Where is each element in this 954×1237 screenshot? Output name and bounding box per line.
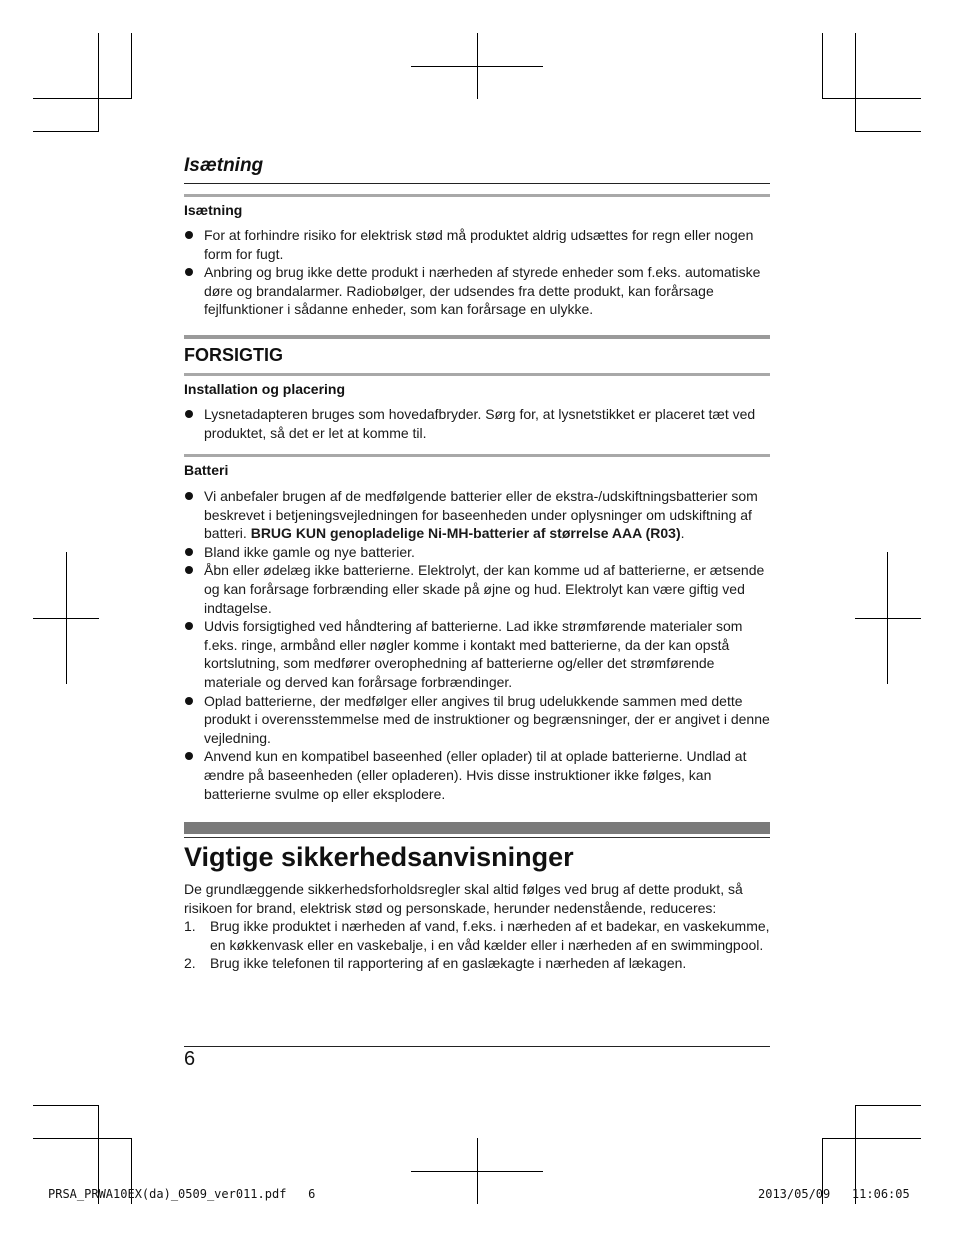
bullet-icon xyxy=(185,622,193,630)
list-item-text: Anbring og brug ikke dette produkt i nærheden af styrede enheder som f.eks. automatiske døre og brandalarmer. Radiobølger, der udsendes fra dette produkt, kan forårsage fejlfunktioner i sådanne enheder, som kan forårsage en ulykke. xyxy=(204,264,761,318)
crop-mark xyxy=(822,1138,921,1139)
item-text: Brug ikke telefonen til rapportering af en gaslækagte i nærheden af lækagen. xyxy=(210,955,687,972)
list-item xyxy=(184,617,774,691)
crop-mark xyxy=(98,33,99,131)
bullet-icon xyxy=(185,752,193,760)
intro-paragraph: De grundlæggende sikkerhedsforholdsregler skal altid følges ved brug af dette produkt, så risikoen for brand, elektrisk stød og personskade, herunder nedenstående, reduceres: xyxy=(184,881,743,916)
crop-mark xyxy=(411,1171,543,1172)
running-header: Isætning xyxy=(184,155,264,176)
section-divider xyxy=(184,194,770,197)
list-item xyxy=(184,226,774,263)
list-item-text: For at forhindre risiko for elektrisk stød må produktet aldrig udsættes for regn eller nogen form for fugt. xyxy=(204,227,754,262)
crop-mark xyxy=(855,131,921,132)
list-item-text-end: . xyxy=(680,525,685,542)
bullet-icon xyxy=(185,268,193,276)
section-divider xyxy=(184,335,770,339)
list-item xyxy=(184,405,774,442)
crop-mark xyxy=(855,1105,921,1106)
battery-heading: Batteri xyxy=(184,462,229,478)
list-item xyxy=(184,543,774,562)
header-rule xyxy=(184,183,770,184)
item-number: 1. xyxy=(184,918,196,934)
list-item-text: Anvend kun en kompatibel baseenhed (eller oplader) til at oplade batterierne. Undlad at ændre på baseenheden (eller opladeren). Hvis disse instruktioner ikke følges, kan batterierne svulme op eller eksplodere. xyxy=(204,748,747,802)
crop-mark xyxy=(411,66,543,67)
crop-mark xyxy=(822,33,823,99)
caution-heading: FORSIGTIG xyxy=(184,345,283,365)
bullet-list xyxy=(184,226,774,319)
crop-mark xyxy=(131,33,132,99)
section-divider xyxy=(184,373,770,376)
list-item-text: Udvis forsigtighed ved håndtering af batterierne. Lad ikke strømførende materialer som f.eks. ringe, armbånd eller nøgler komme i kontakt med batterierne, da der kan opstå kortslutning, som medfører overophedning af batterierne og/eller det strømførende materiale og derved kan forårsage forbrændinger. xyxy=(204,618,743,690)
crop-mark xyxy=(855,618,921,619)
list-item-text: Vi anbefaler brugen af de medfølgende batterier eller de ekstra-/udskiftningsbatterier som beskrevet i betjeningsvejledningen for baseenheden under oplysninger om udskiftning af batteri. xyxy=(204,488,758,542)
list-item xyxy=(184,263,774,319)
imprint-datetime: 2013/05/09 11:06:05 xyxy=(758,1187,910,1201)
bullet-icon xyxy=(185,492,193,500)
footer-rule xyxy=(184,1046,770,1047)
section-divider xyxy=(184,454,770,457)
crop-mark xyxy=(822,98,921,99)
list-item xyxy=(184,487,774,543)
item-number: 2. xyxy=(184,955,196,972)
list-item-text: Lysnetadapteren bruges som hovedafbryder. Sørg for, at lysnetstikket er placeret tæt ved produktet, så det er let at komme til. xyxy=(204,406,756,441)
section-title: Vigtige sikkerhedsanvisninger xyxy=(184,842,574,872)
crop-mark xyxy=(33,98,131,99)
bullet-list xyxy=(184,405,774,442)
bullet-icon xyxy=(185,410,193,418)
list-item-text: Oplad batterierne, der medfølger eller angives til brug udelukkende sammen med dette produkt i overensstemmelse med de instruktioner og begrænsninger, der er angivet i denne vejledning. xyxy=(204,692,770,746)
page-number: 6 xyxy=(184,1048,196,1070)
crop-mark xyxy=(33,618,99,619)
section-bar-rule xyxy=(184,837,770,838)
crop-mark xyxy=(855,33,856,131)
crop-mark xyxy=(33,1138,131,1139)
list-item xyxy=(184,561,774,617)
list-item-text: Åbn eller ødelæg ikke batterierne. Elektrolyt, der kan komme ud af batterierne, er ætsende og kan forårsage forbrænding eller skade på øjne og hud. Elektrolyt kan være giftig ved indtagelse. xyxy=(204,562,765,616)
list-item xyxy=(184,692,774,748)
numbered-item xyxy=(184,917,774,954)
list-item xyxy=(184,747,774,803)
bullet-list xyxy=(184,487,774,803)
imprint-filename: PRSA_PRWA10EX(da)_0509_ver011.pdf 6 xyxy=(48,1187,316,1201)
section-bar xyxy=(184,822,770,834)
crop-mark xyxy=(33,131,99,132)
item-text: Brug ikke produktet i nærheden af vand, f.eks. i nærheden af et badekar, en vaskekumme, en køkkenvask eller en vaskebalje, i en våd kælder eller i nærheden af en swimmingpool. xyxy=(210,918,770,953)
crop-mark xyxy=(33,1105,99,1106)
list-item-text: Bland ikke gamle og nye batterier. xyxy=(204,543,415,560)
bullet-icon xyxy=(185,566,193,574)
list-item-bold-text: BRUG KUN genopladelige Ni-MH-batterier af størrelse AAA (R03) xyxy=(250,525,681,542)
block-heading: Isætning xyxy=(184,202,243,218)
bullet-icon xyxy=(185,697,193,705)
numbered-item xyxy=(184,954,774,973)
bullet-icon xyxy=(185,548,193,556)
installation-heading: Installation og placering xyxy=(184,381,346,397)
numbered-list xyxy=(184,917,774,973)
bullet-icon xyxy=(185,231,193,239)
